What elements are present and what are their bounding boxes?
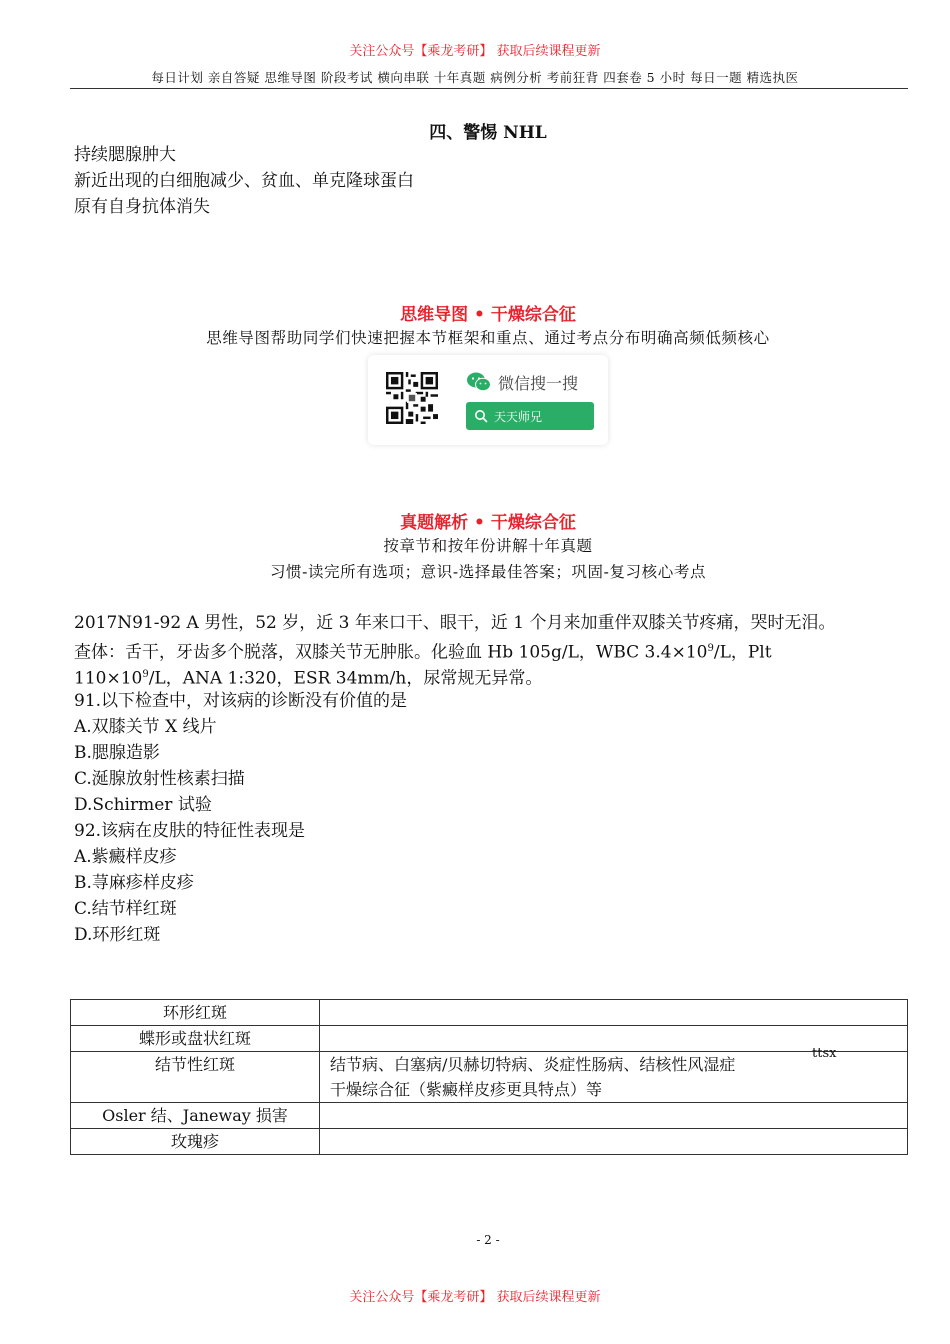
q92-option-d: D.环形红斑 [74, 925, 161, 945]
exam-subtitle-1: 按章节和按年份讲解十年真题 [383, 537, 593, 555]
wechat-search-button[interactable] [466, 402, 594, 430]
case-line-3-text-b: /L，ANA 1:320，ESR 34mm/h，尿常规无异常。 [148, 668, 543, 689]
wechat-search-label: 微信搜一搜 [498, 373, 579, 393]
header-promo: 关注公众号【乘龙考研】 获取后续课程更新 [349, 44, 601, 59]
q91-option-a: A.双膝关节 X 线片 [74, 717, 217, 737]
table-cell-desc [320, 1000, 908, 1026]
question-91: 91.以下检查中，对该病的诊断没有价值的是 [74, 691, 408, 711]
table-cell-desc-line-2: 干燥综合征（紫癜样皮疹更具特点）等 [330, 1080, 603, 1099]
case-line-3-text-a: 110×10 [74, 668, 143, 689]
case-line-2-superscript: 9 [707, 643, 714, 654]
table-cell-name: 环形红斑 [71, 1000, 320, 1026]
section-line-2: 新近出现的白细胞减少、贫血、单克隆球蛋白 [74, 171, 414, 191]
case-line-3-superscript: 9 [142, 669, 149, 680]
case-line-1: 2017N91-92 A 男性，52 岁，近 3 年来口干、眼干，近 1 个月来加重伴双膝关节疼痛，哭时无泪。 [74, 613, 836, 633]
page-number: - 2 - [476, 1233, 500, 1247]
wechat-search-row [466, 370, 578, 394]
rash-table [70, 999, 908, 1155]
table-row [71, 1000, 908, 1026]
qr-code-icon [386, 372, 438, 424]
section-line-1: 持续腮腺肿大 [74, 145, 176, 165]
section-line-3: 原有自身抗体消失 [74, 197, 210, 217]
watermark-mark: ttsx [812, 1046, 837, 1061]
wechat-search-card[interactable] [368, 355, 608, 445]
mindmap-description: 思维导图帮助同学们快速把握本节框架和重点、通过考点分布明确高频低频核心 [206, 329, 770, 347]
table-cell-name: 结节性红斑 [71, 1052, 320, 1103]
table-cell-name: Osler 结、Janeway 损害 [71, 1103, 320, 1129]
section-title: 四、警惕 NHL [429, 123, 547, 143]
table-row [71, 1052, 908, 1103]
mindmap-title: 思维导图 • 干燥综合征 [400, 305, 576, 325]
q91-option-c: C.涎腺放射性核素扫描 [74, 769, 245, 789]
exam-subtitle-2: 习惯-读完所有选项；意识-选择最佳答案；巩固-复习核心考点 [269, 563, 707, 581]
table-cell-desc [320, 1103, 908, 1129]
search-icon [474, 409, 488, 423]
search-term: 天天师兄 [494, 409, 543, 424]
table-row [71, 1103, 908, 1129]
table-row [71, 1129, 908, 1155]
table-cell-desc-line-1: 结节病、白塞病/贝赫切特病、炎症性肠病、结核性风湿症 [330, 1055, 736, 1074]
exam-title: 真题解析 • 干燥综合征 [400, 513, 576, 533]
table-cell-name: 玫瑰疹 [71, 1129, 320, 1155]
table-row [71, 1026, 908, 1052]
q92-option-a: A.紫癜样皮疹 [74, 847, 177, 867]
table-cell-desc [320, 1129, 908, 1155]
wechat-icon [466, 371, 492, 393]
case-line-2-text-b: /L，Plt [713, 642, 772, 663]
footer-promo: 关注公众号【乘龙考研】 获取后续课程更新 [349, 1290, 601, 1305]
q92-option-c: C.结节样红斑 [74, 899, 177, 919]
case-line-2-text-a: 查体：舌干，牙齿多个脱落，双膝关节无肿胀。化验血 Hb 105g/L，WBC 3.4×10 [74, 642, 708, 663]
q91-option-d: D.Schirmer 试验 [74, 795, 212, 815]
q92-option-b: B.荨麻疹样皮疹 [74, 873, 194, 893]
question-92: 92.该病在皮肤的特征性表现是 [74, 821, 306, 841]
table-cell-name: 蝶形或盘状红斑 [71, 1026, 320, 1052]
q91-option-b: B.腮腺造影 [74, 743, 160, 763]
header-nav: 每日计划 亲自答疑 思维导图 阶段考试 横向串联 十年真题 病例分析 考前狂背 四套卷 5 小时 每日一题 精选执医 [151, 70, 799, 85]
header-divider [70, 88, 908, 89]
